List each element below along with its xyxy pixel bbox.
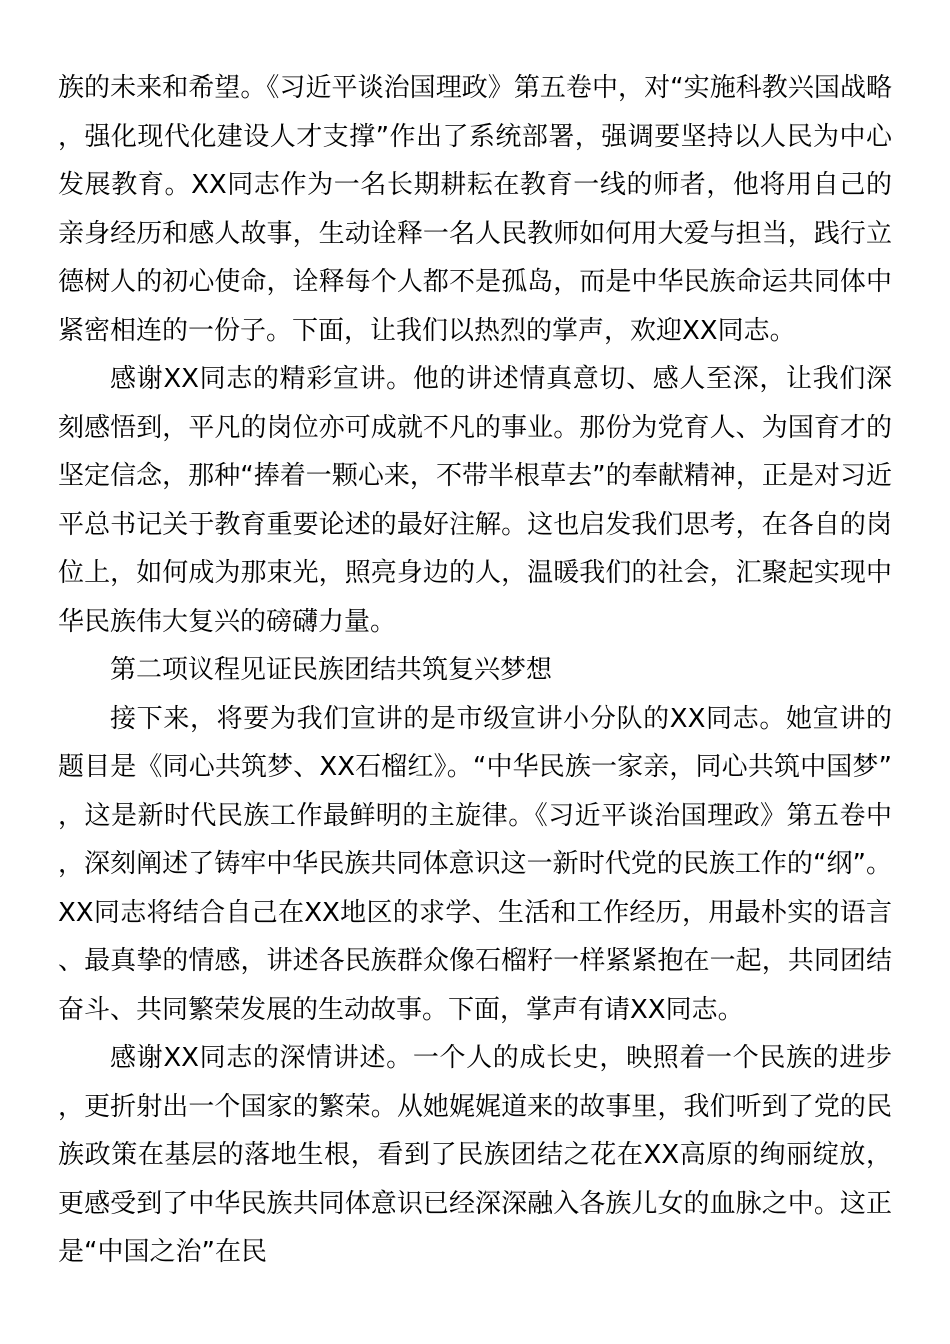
document-page xyxy=(58,64,892,1277)
paragraph-2: 感谢XX同志的精彩宣讲。他的讲述情真意切、感人至深，让我们深刻感悟到，平凡的岗位亦可成就不凡的事业。那份为党育人、为国育才的坚定信念，那种“捧着一颗心来，不带半根草去”的奉献精神，正是对习近平总书记关于教育重要论述的最好注解。这也启发我们思考，在各自的岗位上，如何成为那束光，照亮身边的人，温暖我们的社会，汇聚起实现中华民族伟大复兴的磅礴力量。 xyxy=(58,364,892,637)
paragraph-4: 感谢XX同志的深情讲述。一个人的成长史，映照着一个民族的进步，更折射出一个国家的繁荣。从她娓娓道来的故事里，我们听到了党的民族政策在基层的落地生根，看到了民族团结之花在XX高原的绚丽绽放，更感受到了中华民族共同体意识已经深深融入各族儿女的血脉之中。这正是“中国之治”在民 xyxy=(58,1043,892,1267)
section-heading-agenda-2: 第二项议程见证民族团结共筑复兴梦想 xyxy=(110,655,553,685)
paragraph-3: 接下来，将要为我们宣讲的是市级宣讲小分队的XX同志。她宣讲的题目是《同心共筑梦、XX石榴红》。“中华民族一家亲，同心共筑中国梦”，这是新时代民族工作最鲜明的主旋律。《习近平谈治国理政》第五卷中，深刻阐述了铸牢中华民族共同体意识这一新时代党的民族工作的“纲”。XX同志将结合自己在XX地区的求学、生活和工作经历，用最朴实的语言、最真挚的情感，讲述各民族群众像石榴籽一样紧紧抱在一起，共同团结奋斗、共同繁荣发展的生动故事。下面，掌声有请XX同志。 xyxy=(58,703,892,1025)
paragraph-1: 族的未来和希望。《习近平谈治国理政》第五卷中，对“实施科教兴国战略，强化现代化建设人才支撑”作出了系统部署，强调要坚持以人民为中心发展教育。XX同志作为一名长期耕耘在教育一线的师者，他将用自己的亲身经历和感人故事，生动诠释一名人民教师如何用大爱与担当，践行立德树人的初心使命，诠释每个人都不是孤岛，而是中华民族命运共同体中紧密相连的一份子。下面，让我们以热烈的掌声，欢迎XX同志。 xyxy=(58,73,892,346)
